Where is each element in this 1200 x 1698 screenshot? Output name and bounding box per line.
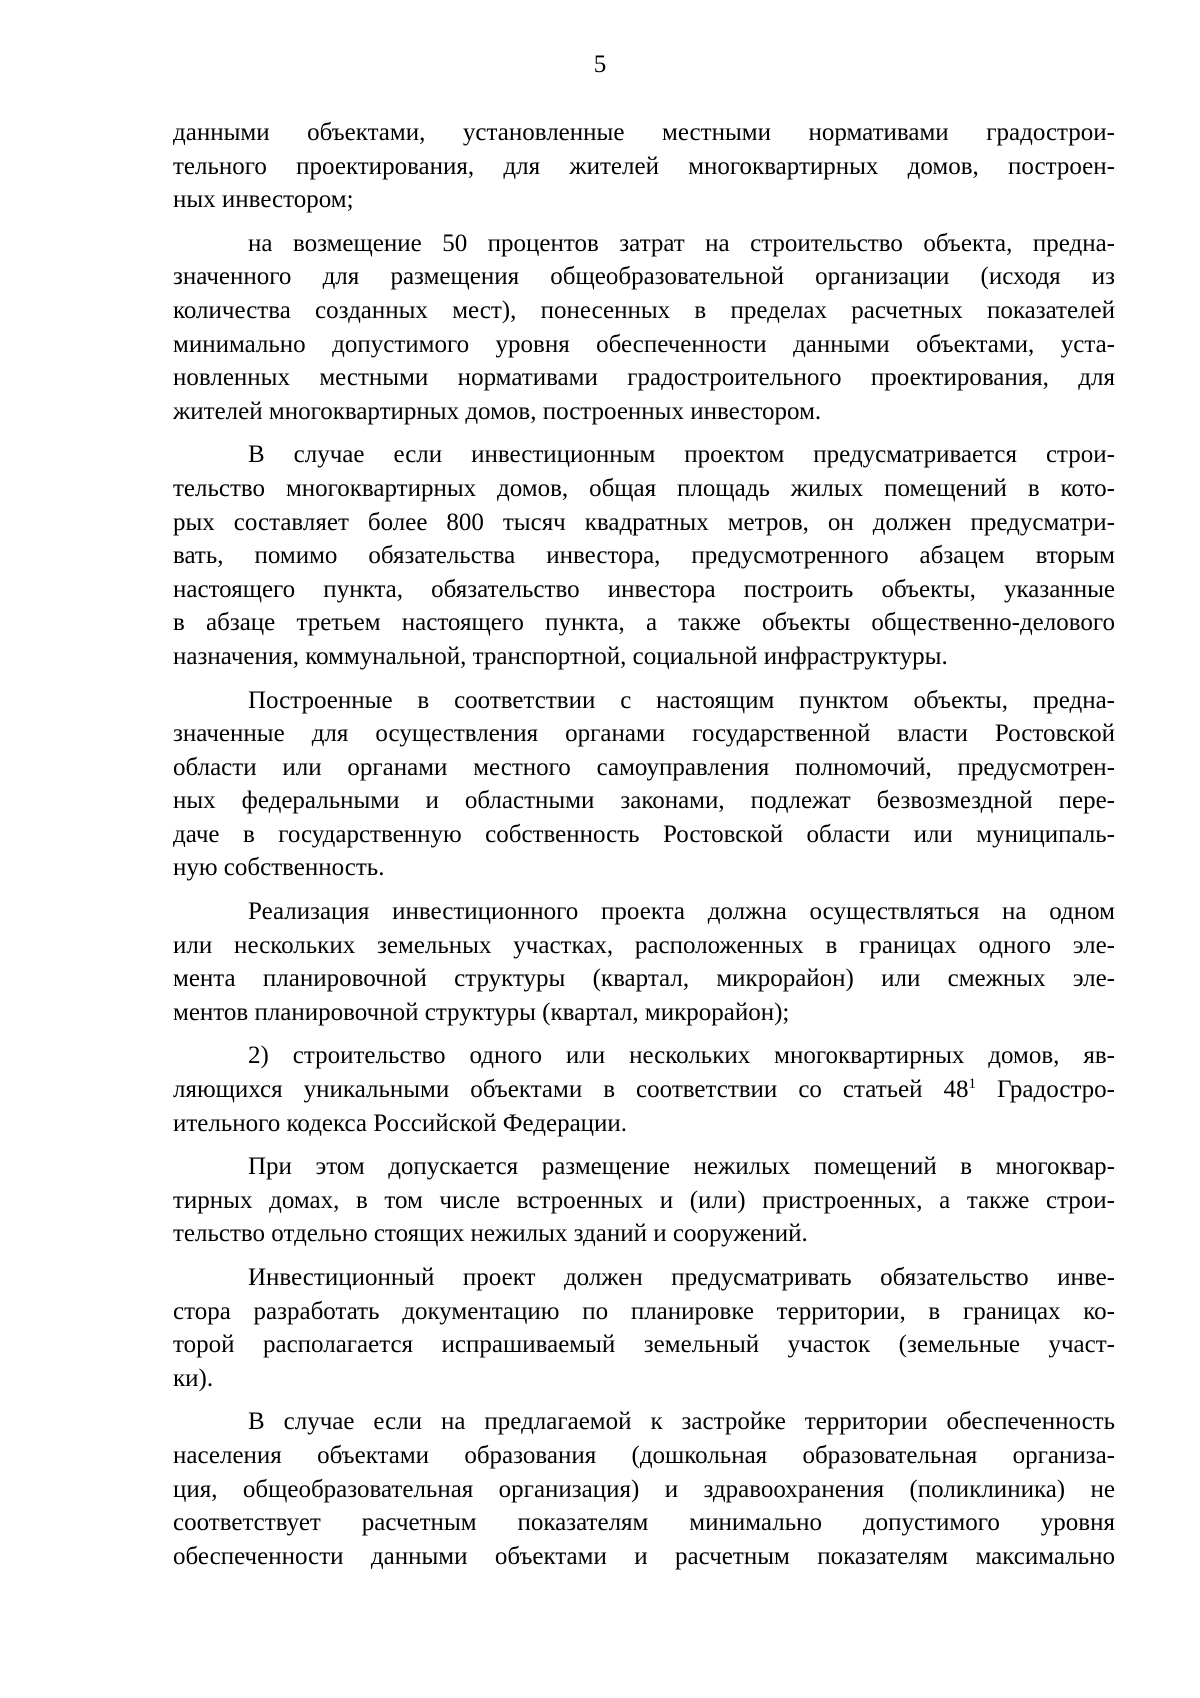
text-line: При этом допускается размещение нежилых помещений в многоквар- (248, 1153, 1115, 1181)
text-line: Реализация инвестиционного проекта должна осуществляться на одном (248, 898, 1115, 926)
text-line: В случае если инвестиционным проектом предусматривается строи- (248, 441, 1115, 469)
text-line: вать, помимо обязательства инвестора, предусмотренного абзацем вторым (173, 542, 1115, 570)
text-line: ную собственность. (173, 854, 385, 882)
text-line: значенные для осуществления органами государственной власти Ростовской (173, 720, 1115, 748)
superscript: 1 (968, 1076, 977, 1093)
text-line: ительного кодекса Российской Федерации. (173, 1109, 628, 1137)
page-number: 5 (593, 51, 607, 78)
text-line: количества созданных мест), понесенных в пределах расчетных показателей (173, 296, 1115, 324)
text-line: ки). (173, 1364, 214, 1392)
text-line: ных инвестором; (173, 186, 354, 214)
text-line: области или органами местного самоуправления полномочий, предусмотрен- (173, 753, 1115, 781)
text-line: населения объектами образования (дошкольная образовательная организа- (173, 1441, 1115, 1469)
text-line-with-superscript (173, 1073, 1115, 1107)
text-segment: ляющихся уникальными объектами в соответствии со статьей 48 (173, 1076, 969, 1104)
text-line: в абзаце третьем настоящего пункта, а также объекты общественно-делового (173, 609, 1115, 637)
text-line: тирных домах, в том числе встроенных и (или) пристроенных, а также строи- (173, 1186, 1115, 1214)
text-line: В случае если на предлагаемой к застройке территории обеспеченность (248, 1408, 1115, 1436)
text-line: стора разработать документацию по планировке территории, в границах ко- (173, 1297, 1115, 1325)
text-line: новленных местными нормативами градостроительного проектирования, для (173, 364, 1115, 392)
text-line: рых составляет более 800 тысяч квадратных метров, он должен предусматри- (173, 508, 1115, 536)
text-line: минимально допустимого уровня обеспеченности данными объектами, уста- (173, 330, 1115, 358)
document-body (173, 116, 1115, 1573)
text-line: ментов планировочной структуры (квартал, микрорайон); (173, 998, 790, 1026)
text-line: мента планировочной структуры (квартал, микрорайон) или смежных эле- (173, 965, 1115, 993)
text-line: 2) строительство одного или нескольких многоквартирных домов, яв- (248, 1042, 1115, 1070)
text-line: Инвестиционный проект должен предусматривать обязательство инве- (248, 1264, 1115, 1291)
text-line: назначения, коммунальной, транспортной, социальной инфраструктуры. (173, 642, 948, 670)
text-line: ных федеральными и областными законами, подлежат безвозмездной пере- (173, 787, 1115, 815)
text-segment: Градостро- (976, 1076, 1116, 1104)
text-line: торой располагается испрашиваемый земельный участок (земельные участ- (173, 1331, 1115, 1359)
text-line: Построенные в соответствии с настоящим пунктом объекты, предна- (248, 686, 1115, 714)
text-line: настоящего пункта, обязательство инвестора построить объекты, указанные (173, 575, 1115, 603)
text-line: данными объектами, установленные местными нормативами градострои- (173, 119, 1115, 146)
text-line: обеспеченности данными объектами и расчетным показателям максимально (173, 1542, 1115, 1570)
text-line: на возмещение 50 процентов затрат на строительство объекта, предна- (248, 229, 1115, 257)
text-line: ция, общеобразовательная организация) и здравоохранения (поликлиника) не (173, 1475, 1115, 1503)
text-line: тельство многоквартирных домов, общая площадь жилых помещений в кото- (173, 474, 1115, 502)
text-line: жителей многоквартирных домов, построенных инвестором. (173, 397, 822, 425)
text-line: тельство отдельно стоящих нежилых зданий и сооружений. (173, 1220, 808, 1248)
text-line: тельного проектирования, для жителей многоквартирных домов, построен- (173, 152, 1115, 180)
text-line: соответствует расчетным показателям минимально допустимого уровня (173, 1509, 1115, 1537)
text-line: даче в государственную собственность Ростовской области или муниципаль- (173, 820, 1115, 848)
text-line: значенного для размещения общеобразовательной организации (исходя из (173, 263, 1115, 291)
text-line: или нескольких земельных участках, расположенных в границах одного эле- (173, 931, 1115, 959)
